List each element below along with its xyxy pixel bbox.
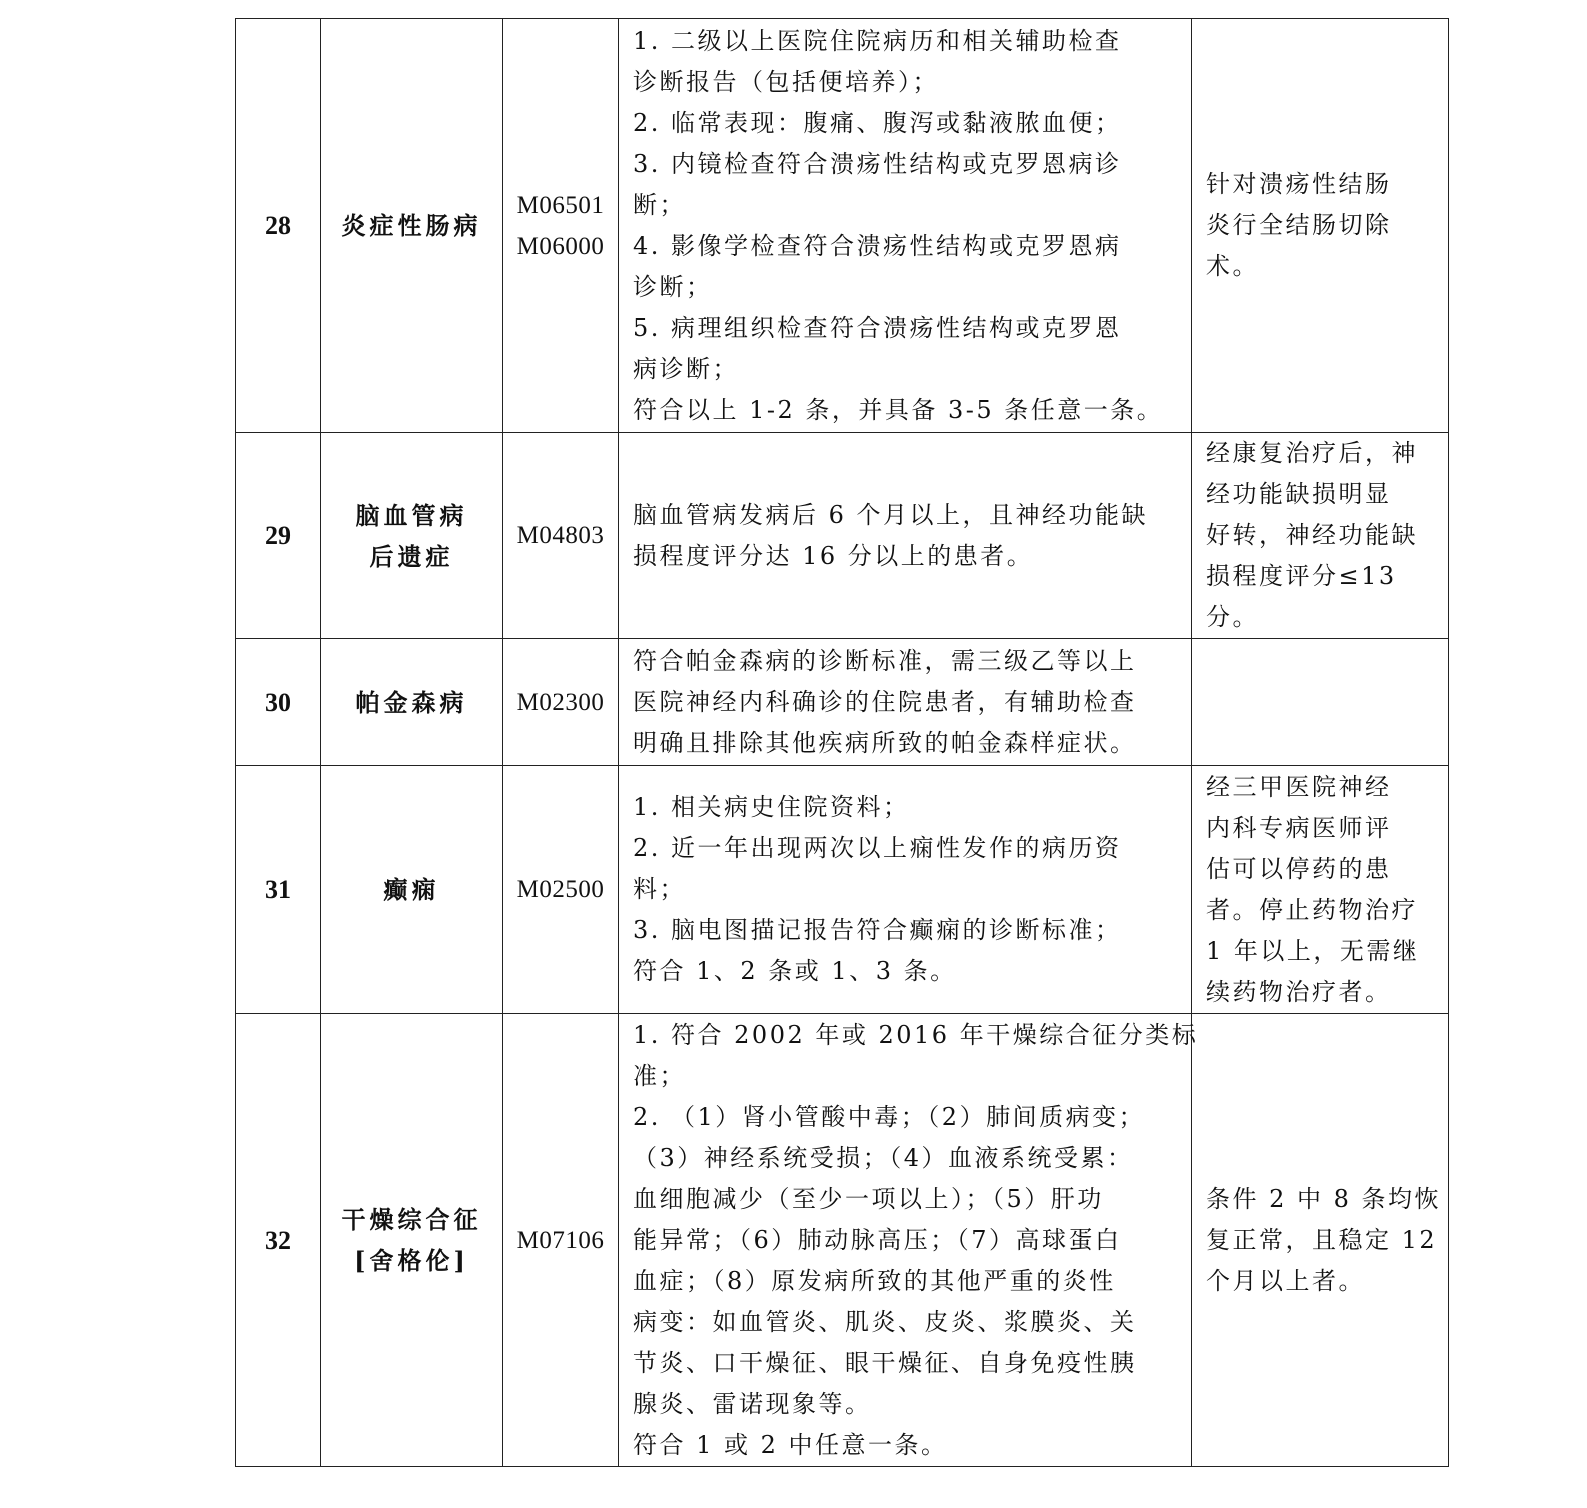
admission-criteria-line: 脑血管病发病后 6 个月以上，且神经功能缺: [633, 500, 1149, 529]
row-number: 29: [236, 433, 321, 639]
exit-criteria: [1192, 19, 1449, 433]
exit-criteria-line: 者。停止药物治疗: [1206, 895, 1418, 924]
table-body: [236, 19, 1449, 1467]
disease-name: [321, 766, 503, 1014]
admission-criteria: [619, 766, 1192, 1014]
admission-criteria-line: 损程度评分达 16 分以上的患者。: [633, 541, 1034, 570]
exit-criteria-line: 经功能缺损明显: [1206, 480, 1392, 508]
admission-criteria-line: 1. 相关病史住院资料；: [633, 793, 910, 821]
exit-criteria-line: 复正常，且稳定 12: [1206, 1225, 1438, 1254]
exit-criteria-line: 内科专病医师评: [1206, 813, 1392, 842]
admission-criteria-line: 明确且排除其他疾病所致的帕金森样症状。: [633, 728, 1137, 757]
exit-criteria-line: 针对溃疡性结肠: [1206, 170, 1392, 198]
admission-criteria: [619, 1014, 1199, 1467]
admission-criteria-line: 符合 1 或 2 中任意一条。: [633, 1430, 948, 1459]
disease-name-line: 帕金森病: [355, 687, 468, 717]
admission-criteria-line: 2. 近一年出现两次以上痫性发作的病历资: [633, 834, 1122, 862]
exit-criteria-line: 分。: [1206, 603, 1259, 631]
admission-criteria-line: 医院神经内科确诊的住院患者，有辅助检查: [633, 687, 1137, 716]
admission-criteria-line: 符合以上 1-2 条，并具备 3-5 条任意一条。: [633, 395, 1164, 424]
admission-criteria-line: 病诊断；: [633, 354, 739, 383]
exit-criteria-line: 条件 2 中 8 条均恢: [1206, 1184, 1442, 1213]
disease-code-line: M04803: [516, 522, 605, 549]
disease-code: [503, 19, 619, 433]
disease-code: [503, 766, 619, 1014]
disease-name-line: 干燥综合征: [341, 1205, 482, 1234]
exit-criteria-line: 经康复治疗后，神: [1206, 439, 1418, 467]
disease-criteria-table: [235, 18, 1449, 1467]
exit-criteria: [1192, 433, 1449, 639]
exit-criteria-line: 损程度评分≤13: [1206, 562, 1397, 590]
table-row: [236, 433, 1449, 639]
disease-name: [321, 433, 503, 639]
disease-code-line: M02300: [516, 688, 605, 716]
row-number: 30: [236, 639, 321, 766]
disease-name-line: [舍格伦]: [354, 1246, 469, 1275]
admission-criteria-line: 1. 符合 2002 年或 2016 年干燥综合征分类标: [633, 1020, 1199, 1049]
admission-criteria-line: 4. 影像学检查符合溃疡性结构或克罗恩病: [633, 231, 1122, 260]
admission-criteria-line: 病变：如血管炎、肌炎、皮炎、浆膜炎、关: [633, 1307, 1137, 1336]
exit-criteria-line: 好转，神经功能缺: [1206, 521, 1418, 549]
exit-criteria-line: 个月以上者。: [1206, 1266, 1365, 1295]
admission-criteria-line: 2. 临常表现：腹痛、腹泻或黏液脓血便；: [633, 108, 1122, 137]
admission-criteria-line: 料；: [633, 875, 686, 903]
exit-criteria-line: 1 年以上，无需继: [1206, 936, 1420, 965]
admission-criteria-line: 诊断报告（包括便培养）；: [633, 67, 939, 96]
disease-name: [321, 639, 503, 766]
admission-criteria-line: 断；: [633, 190, 686, 219]
admission-criteria-line: 节炎、口干燥征、眼干燥征、自身免疫性胰: [633, 1348, 1137, 1377]
disease-code-line: M06501: [516, 191, 605, 219]
admission-criteria-line: 诊断；: [633, 272, 713, 301]
disease-code-line: M06000: [516, 232, 605, 260]
row-number: 32: [236, 1014, 321, 1467]
admission-criteria-line: 腺炎、雷诺现象等。: [633, 1389, 872, 1418]
exit-criteria-line: 估可以停药的患: [1206, 854, 1392, 883]
disease-name-line: 癫痫: [383, 875, 440, 904]
table-row: [236, 1014, 1449, 1467]
disease-name: [321, 19, 503, 433]
admission-criteria-line: 准；: [633, 1061, 686, 1090]
row-number: 28: [236, 19, 321, 433]
exit-criteria: [1192, 766, 1449, 1014]
admission-criteria-line: 符合 1、2 条或 1、3 条。: [633, 957, 957, 985]
admission-criteria-line: 符合帕金森病的诊断标准，需三级乙等以上: [633, 646, 1137, 675]
disease-code: [503, 639, 619, 766]
disease-code: [503, 433, 619, 639]
row-number: 31: [236, 766, 321, 1014]
admission-criteria: [619, 639, 1192, 766]
table-row: [236, 766, 1449, 1014]
admission-criteria-line: 血症；（8）原发病所致的其他严重的炎性: [633, 1266, 1116, 1295]
admission-criteria-line: 3. 脑电图描记报告符合癫痫的诊断标准；: [633, 916, 1122, 944]
admission-criteria-line: 5. 病理组织检查符合溃疡性结构或克罗恩: [633, 313, 1122, 342]
disease-name-line: 炎症性肠病: [341, 211, 482, 240]
admission-criteria-line: 能异常；（6）肺动脉高压；（7）高球蛋白: [633, 1225, 1122, 1254]
admission-criteria: [619, 19, 1192, 433]
admission-criteria-line: 1. 二级以上医院住院病历和相关辅助检查: [633, 26, 1122, 55]
disease-code-line: M02500: [516, 876, 605, 903]
disease-code: [503, 1014, 619, 1467]
exit-criteria-line: 经三甲医院神经: [1206, 772, 1392, 801]
table-row: [236, 19, 1449, 433]
admission-criteria-line: 血细胞减少（至少一项以上）；（5）肝功: [633, 1184, 1104, 1213]
admission-criteria-line: （3）神经系统受损；（4）血液系统受累：: [633, 1143, 1134, 1172]
exit-criteria-line: 炎行全结肠切除: [1206, 211, 1392, 239]
admission-criteria-line: 2. （1）肾小管酸中毒；（2）肺间质病变；: [633, 1102, 1146, 1131]
exit-criteria-line: 续药物治疗者。: [1206, 977, 1392, 1006]
admission-criteria: [619, 433, 1192, 639]
exit-criteria: [1192, 1014, 1449, 1467]
disease-code-line: M07106: [516, 1226, 605, 1254]
exit-criteria: [1192, 639, 1449, 766]
disease-name-line: 后遗症: [369, 541, 454, 571]
admission-criteria-line: 3. 内镜检查符合溃疡性结构或克罗恩病诊: [633, 149, 1122, 178]
disease-name-line: 脑血管病: [355, 500, 468, 530]
disease-name: [321, 1014, 503, 1467]
table-row: [236, 639, 1449, 766]
exit-criteria-line: 术。: [1206, 252, 1259, 280]
